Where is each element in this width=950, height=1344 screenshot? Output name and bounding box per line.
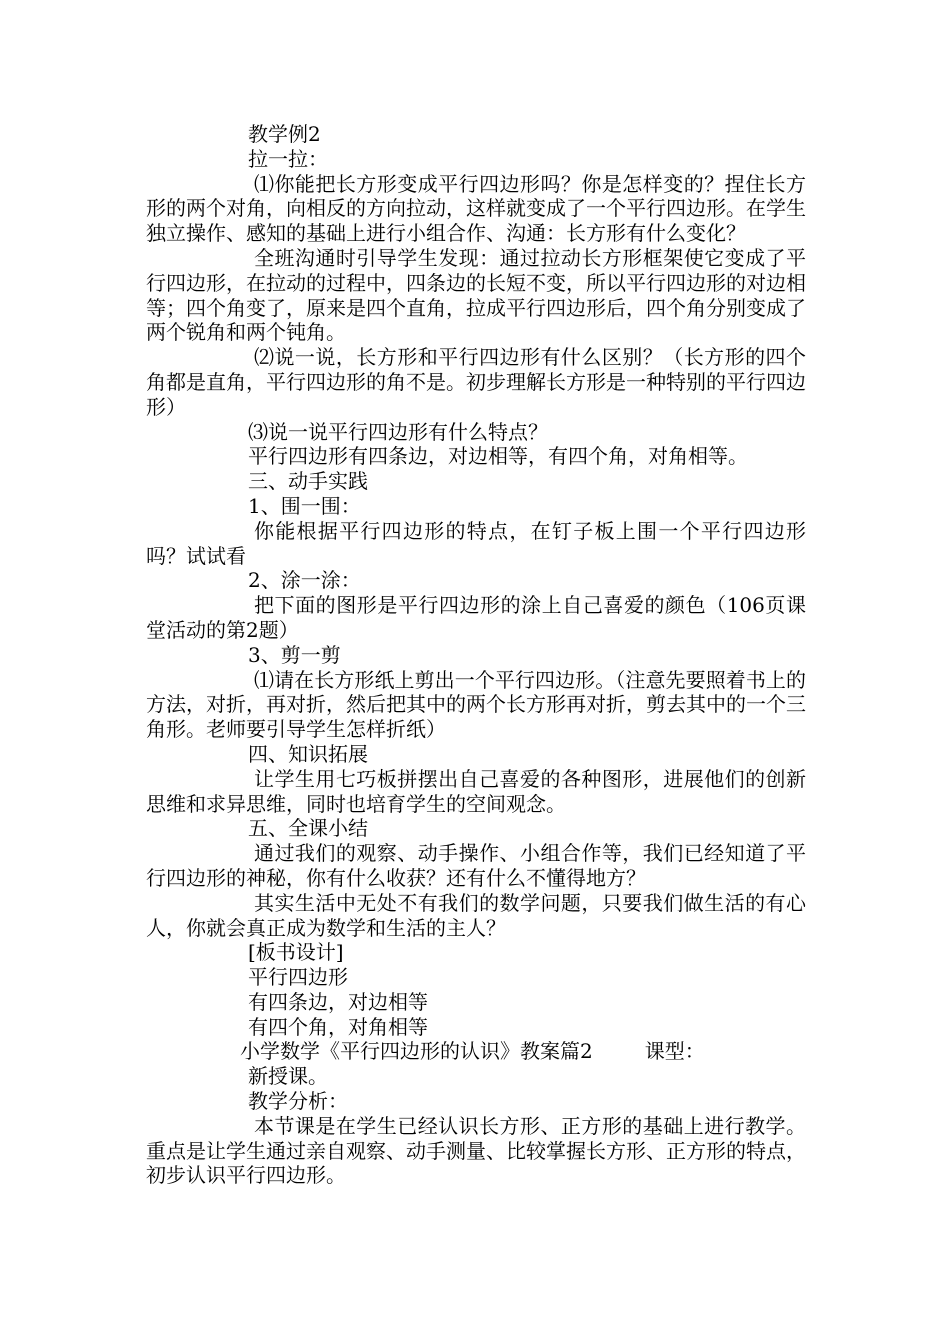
lesson-type-value: 新授课。 — [248, 1064, 328, 1089]
analysis-heading: 教学分析： — [248, 1089, 348, 1114]
sub-heading-enclose: 1、围一围： — [248, 493, 361, 518]
sub-heading-cut: 3、剪一剪 — [248, 642, 341, 667]
board-line-title: 平行四边形 — [248, 965, 348, 990]
paragraph-analysis: 本节课是在学生已经认识长方形、正方形的基础上进行教学。重点是让学生通过亲自观察、动手测量、比较掌握长方形、正方形的特点，初步认识平行四边形。 — [146, 1113, 806, 1188]
board-line-sides: 有四条边，对边相等 — [248, 989, 428, 1014]
activity-pull-heading: 拉一拉： — [248, 146, 328, 171]
paragraph-features-question: ⑶说一说平行四边形有什么特点？ — [248, 419, 548, 444]
paragraph-enclose: 你能根据平行四边形的特点，在钉子板上围一个平行四边形吗？试试看 — [146, 518, 806, 568]
paragraph-difference: ⑵说一说，长方形和平行四边形有什么区别？（长方形的四个角都是直角，平行四边形的角不是。初步理解长方形是一种特别的平行四边形） — [146, 345, 806, 419]
lesson-type-label: 课型： — [644, 1039, 705, 1064]
board-design-heading: [板书设计] — [248, 940, 344, 965]
paragraph-features-answer: 平行四边形有四条边，对边相等，有四个角，对角相等。 — [248, 444, 748, 469]
paragraph-tangram: 让学生用七巧板拼摆出自己喜爱的各种图形，进展他们的创新思维和求异思维，同时也培育学生的空间观念。 — [146, 766, 806, 816]
lesson-title-line — [146, 1039, 806, 1064]
sub-heading-color: 2、涂一涂： — [248, 568, 361, 593]
example-heading: 教学例2 — [248, 122, 321, 146]
lesson-title: 小学数学《平行四边形的认识》教案篇2 — [240, 1039, 593, 1064]
paragraph-color: 把下面的图形是平行四边形的涂上自己喜爱的颜色（106页课堂活动的第2题） — [146, 593, 806, 642]
paragraph-pull-question: ⑴你能把长方形变成平行四边形吗？你是怎样变的？捏住长方形的两个对角，向相反的方向拉动，这样就变成了一个平行四边形。在学生独立操作、感知的基础上进行小组合作、沟通：长方形有什么变化？ — [146, 171, 806, 246]
section-heading-extension: 四、知识拓展 — [248, 741, 368, 766]
paragraph-summary: 通过我们的观察、动手操作、小组合作等，我们已经知道了平行四边形的神秘，你有什么收获？还有什么不懂得地方？ — [146, 841, 806, 890]
section-heading-summary: 五、全课小结 — [248, 816, 368, 841]
paragraph-life-math: 其实生活中无处不有我们的数学问题，只要我们做生活的有心人，你就会真正成为数学和生活的主人？ — [146, 890, 806, 940]
board-line-angles: 有四个角，对角相等 — [248, 1014, 428, 1039]
paragraph-class-discussion: 全班沟通时引导学生发现：通过拉动长方形框架使它变成了平行四边形，在拉动的过程中，四条边的长短不变，所以平行四边形的对边相等；四个角变了，原来是四个直角，拉成平行四边形后，四个角分别变成了两个锐角和两个钝角。 — [146, 245, 806, 345]
document-body — [146, 122, 806, 1188]
section-heading-practice: 三、动手实践 — [248, 469, 368, 494]
paragraph-cut: ⑴请在长方形纸上剪出一个平行四边形。（注意先要照着书上的方法，对折，再对折，然后把其中的两个长方形再对折，剪去其中的一个三角形。老师要引导学生怎样折纸） — [146, 667, 806, 742]
